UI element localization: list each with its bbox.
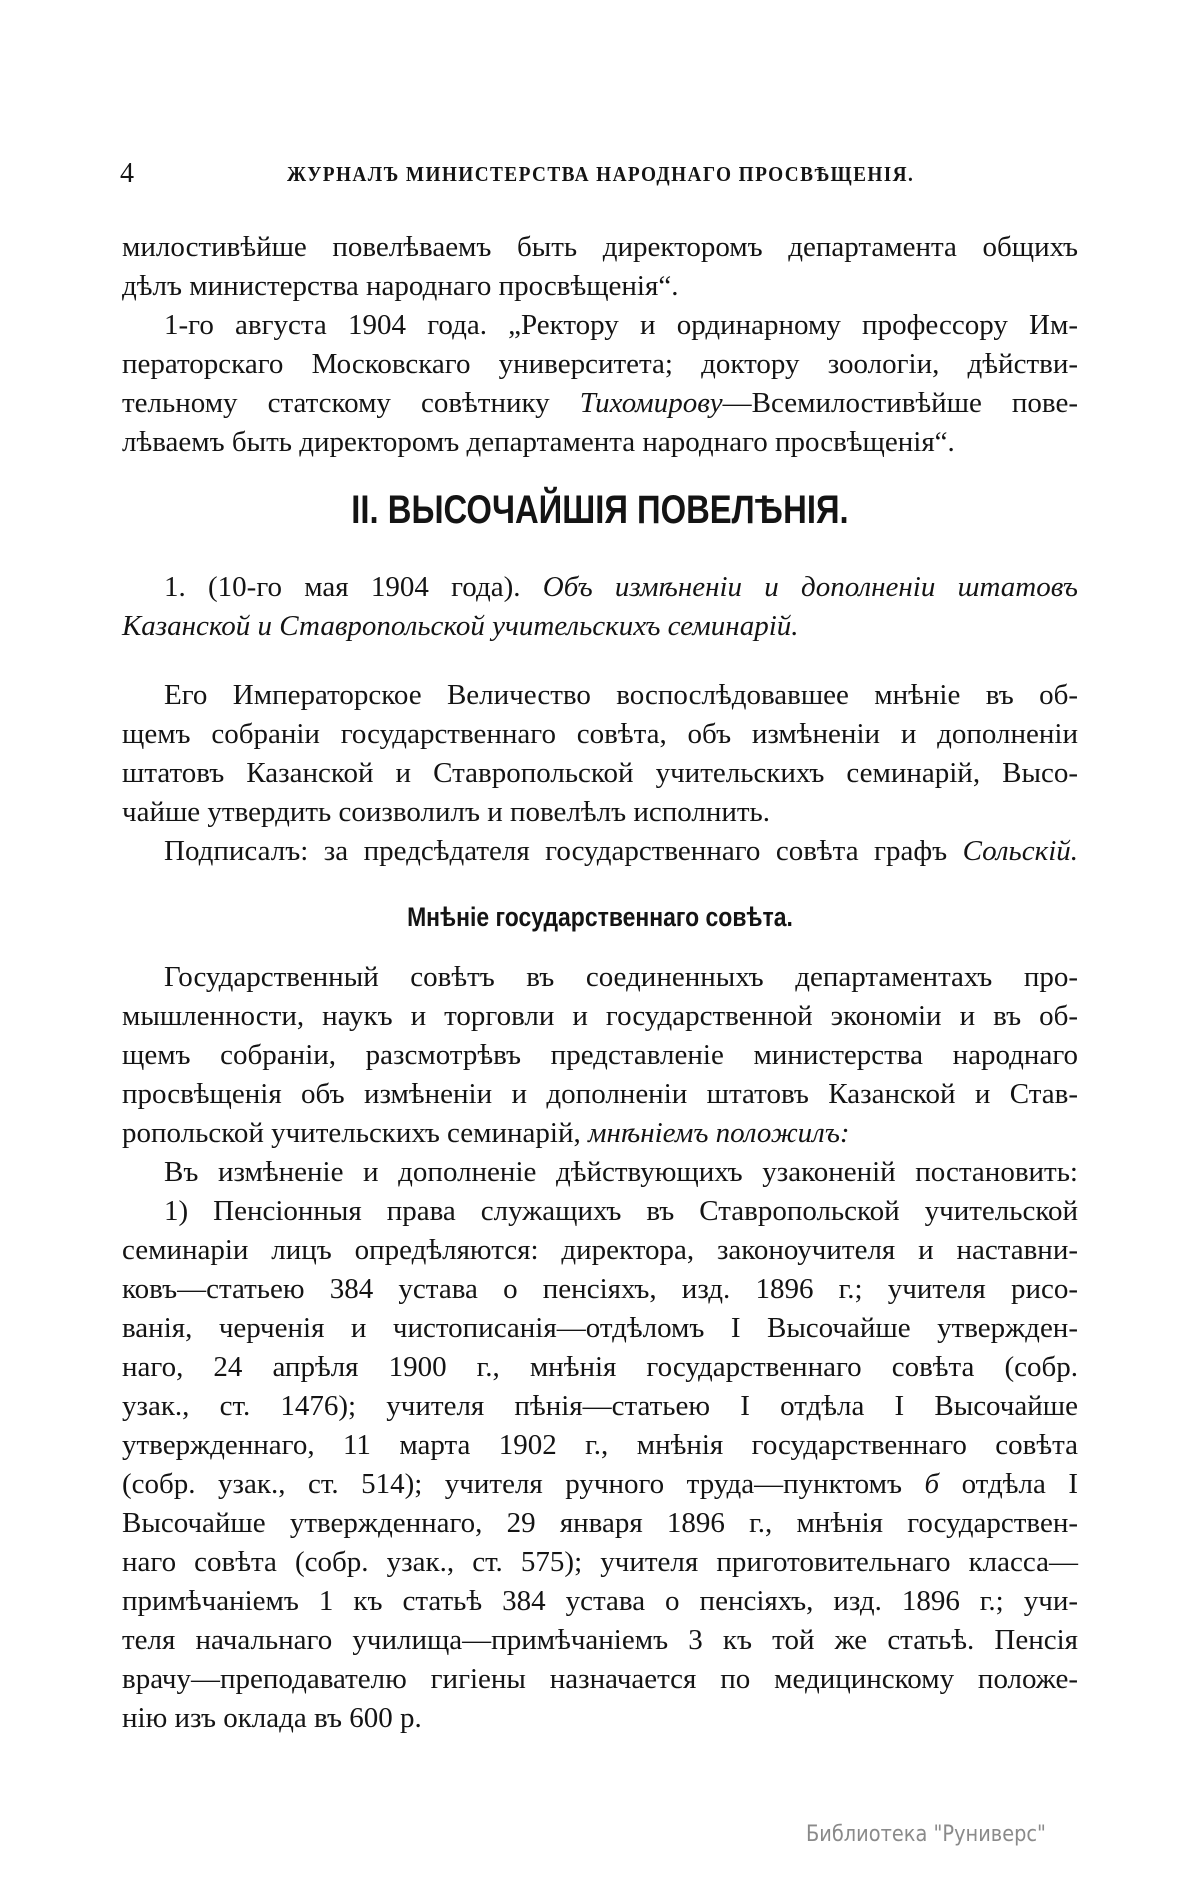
library-watermark: Библиотека "Руниверс" bbox=[806, 1822, 1046, 1847]
italic-text: Казанской и Ставропольской учительскихъ семинарій. bbox=[122, 610, 799, 642]
text-segment: просвѣщенія объ измѣненіи и дополненіи штатовъ Казанской и Став- bbox=[122, 1078, 1078, 1110]
text-line bbox=[122, 607, 1078, 646]
paragraph bbox=[122, 958, 1078, 1738]
text-segment: щемъ собраніи государственнаго совѣта, объ измѣненіи и дополненіи bbox=[122, 718, 1078, 750]
text-segment: Въ измѣненіе и дополненіе дѣйствующихъ узаконеній постановить: bbox=[164, 1156, 1078, 1188]
text-segment: примѣчаніемъ 1 къ статьѣ 384 устава о пенсіяхъ, изд. 1896 г.; учи- bbox=[122, 1585, 1078, 1617]
text-segment: утвержденнаго, 11 марта 1902 г., мнѣнія государственнаго совѣта bbox=[122, 1429, 1078, 1461]
italic-text: Объ измѣненіи и дополненіи штатовъ bbox=[542, 571, 1078, 603]
text-line bbox=[122, 267, 1078, 306]
text-line bbox=[122, 1699, 1078, 1738]
text-line bbox=[122, 1153, 1078, 1192]
italic-text: Сольскій. bbox=[962, 835, 1078, 867]
text-segment: 1. (10-го мая 1904 года). bbox=[164, 571, 543, 603]
text-line bbox=[122, 1231, 1078, 1270]
text-segment: теля начальнаго училища—примѣчаніемъ 3 къ той же статьѣ. Пенсія bbox=[122, 1624, 1078, 1656]
text-segment: лѣваемъ быть директоромъ департамента народнаго просвѣщенія“. bbox=[122, 426, 955, 458]
text-segment: тельному статскому совѣтнику bbox=[122, 387, 580, 419]
text-segment: щемъ собраніи, разсмотрѣвъ представленіе министерства народнаго bbox=[122, 1039, 1078, 1071]
text-segment: ропольской учительскихъ семинарій, bbox=[122, 1117, 588, 1149]
text-line bbox=[122, 423, 1078, 462]
page-number: 4 bbox=[120, 158, 134, 189]
text-line bbox=[122, 1426, 1078, 1465]
text-line bbox=[122, 1348, 1078, 1387]
text-line bbox=[122, 1387, 1078, 1426]
page-body bbox=[122, 228, 1078, 1738]
text-segment: чайше утвердить соизволилъ и повелѣлъ исполнить. bbox=[122, 796, 771, 828]
text-segment: семинаріи лицъ опредѣляются: директора, законоучителя и наставни- bbox=[122, 1234, 1078, 1266]
text-line bbox=[122, 997, 1078, 1036]
text-line bbox=[122, 345, 1078, 384]
text-segment: наго, 24 апрѣля 1900 г., мнѣнія государственнаго совѣта (собр. bbox=[122, 1351, 1078, 1383]
text-line bbox=[122, 1660, 1078, 1699]
running-title: ЖУРНАЛЪ МИНИСТЕРСТВА НАРОДНАГО ПРОСВѢЩЕНІЯ. bbox=[287, 162, 915, 186]
text-segment: —Всемилостивѣйше пове- bbox=[722, 387, 1078, 419]
text-line bbox=[122, 1543, 1078, 1582]
text-segment: 1-го августа 1904 года. „Ректору и ординарному профессору Им- bbox=[164, 309, 1078, 341]
text-line bbox=[122, 958, 1078, 997]
text-segment: Государственный совѣтъ въ соединенныхъ департаментахъ про- bbox=[164, 961, 1078, 993]
text-line bbox=[122, 1621, 1078, 1660]
text-line bbox=[122, 676, 1078, 715]
text-line bbox=[122, 1075, 1078, 1114]
section-subheading: Мнѣніе государственнаго совѣта. bbox=[407, 902, 793, 932]
text-segment: милостивѣйше повелѣваемъ быть директоромъ департамента общихъ bbox=[122, 231, 1078, 263]
text-segment: Его Императорское Величество воспослѣдовавшее мнѣніе въ об- bbox=[164, 679, 1078, 711]
text-line bbox=[122, 832, 1078, 871]
text-line bbox=[122, 384, 1078, 423]
text-segment: мышленности, наукъ и торговли и государственной экономіи и въ об- bbox=[122, 1000, 1078, 1032]
text-segment: (собр. узак., ст. 514); учителя ручного труда—пунктомъ bbox=[122, 1468, 925, 1500]
text-line bbox=[122, 715, 1078, 754]
text-segment: ванія, черченія и чистописанія—отдѣломъ I Высочайше утвержден- bbox=[122, 1312, 1078, 1344]
text-segment: узак., ст. 1476); учителя пѣнія—статьею I отдѣла I Высочайше bbox=[122, 1390, 1078, 1422]
text-segment: дѣлъ министерства народнаго просвѣщенія“. bbox=[122, 270, 679, 302]
text-segment: Высочайше утвержденнаго, 29 января 1896 г., мнѣнія государствен- bbox=[122, 1507, 1078, 1539]
italic-text: мнѣніемъ положилъ: bbox=[588, 1117, 850, 1149]
text-line bbox=[122, 1309, 1078, 1348]
paragraph bbox=[122, 676, 1078, 871]
text-line bbox=[122, 568, 1078, 607]
italic-text: б bbox=[924, 1468, 940, 1500]
paragraph bbox=[122, 306, 1078, 462]
text-segment: врачу—преподавателю гигіены назначается по медицинскому положе- bbox=[122, 1663, 1078, 1695]
text-segment: Подписалъ: за предсѣдателя государственнаго совѣта графъ bbox=[164, 835, 963, 867]
italic-text: Тихомирову bbox=[579, 387, 723, 419]
text-line bbox=[122, 1582, 1078, 1621]
text-line bbox=[122, 1465, 1078, 1504]
text-line bbox=[122, 228, 1078, 267]
text-segment: 1) Пенсіонныя права служащихъ въ Ставропольской учительской bbox=[164, 1195, 1078, 1227]
text-segment: нію изъ оклада въ 600 р. bbox=[122, 1702, 422, 1734]
text-line bbox=[122, 1036, 1078, 1075]
text-line bbox=[122, 1192, 1078, 1231]
text-line bbox=[122, 1504, 1078, 1543]
text-segment: отдѣла I bbox=[939, 1468, 1078, 1500]
text-segment: штатовъ Казанской и Ставропольской учительскихъ семинарій, Высо- bbox=[122, 757, 1078, 789]
section-heading: II. ВЫСОЧАЙШІЯ ПОВЕЛѢНІЯ. bbox=[351, 488, 849, 532]
text-segment: наго совѣта (собр. узак., ст. 575); учителя приготовительнаго класса— bbox=[122, 1546, 1078, 1578]
text-line bbox=[122, 1270, 1078, 1309]
text-line bbox=[122, 1114, 1078, 1153]
text-line bbox=[122, 306, 1078, 345]
text-segment: ператорскаго Московскаго университета; доктору зоологіи, дѣйстви- bbox=[122, 348, 1078, 380]
paragraph bbox=[122, 228, 1078, 306]
text-line bbox=[122, 754, 1078, 793]
paragraph bbox=[122, 568, 1078, 646]
text-line bbox=[122, 793, 1078, 832]
text-segment: ковъ—статьею 384 устава о пенсіяхъ, изд. 1896 г.; учителя рисо- bbox=[122, 1273, 1078, 1305]
